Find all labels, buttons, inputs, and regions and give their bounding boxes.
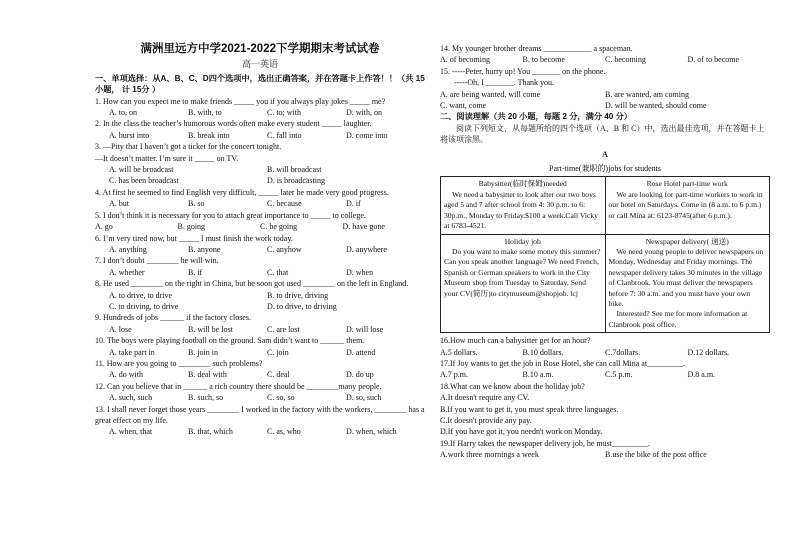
option[interactable]: D. to drive, to driving [267,301,337,311]
section1-heading: 一、单项选择：从A、B、C、D四个选项中，选出正确答案，并在答题卡上作答！！（共 15 小题， 计 15分 ） [95,73,425,95]
option[interactable]: D. so, such [346,393,382,403]
ad-body: We are looking for part-time workers to work in our hotel on Saturdays. Come in (8 a.m. to 6 p.m.) or call Mina at: 6123-8745(after 6 p.m.). [608,189,763,220]
ad-title: Newspaper delivery( 递送) [645,236,729,246]
option[interactable]: B. will be lost [188,324,233,334]
ad-body-2: Interested? See me for more information at Clanbrook post office. [608,309,748,329]
ad-newspaper-delivery [605,234,770,333]
option[interactable]: D. will lose [346,324,384,334]
option[interactable]: B.10 a.m. [522,370,554,380]
option[interactable]: D. when, which [346,427,397,437]
option[interactable]: D. will be wanted, should come [605,101,707,111]
option[interactable]: D. come into [346,130,388,140]
option[interactable]: A. but [109,199,129,209]
exam-subject: 高一英语 [241,59,278,70]
option[interactable]: A. whether [109,267,145,277]
option[interactable]: B. if [188,267,203,277]
section2-heading: 二、阅读理解（共 20 小题，每题 2 分，满分 40 分） [440,112,632,122]
option[interactable]: D.12 dollars. [687,347,730,357]
question-14-options [440,54,770,65]
option[interactable]: D. is broadcasting [267,176,325,186]
question-2-options [95,130,425,141]
option[interactable]: C. anyhow [267,244,302,254]
option[interactable]: D. anywhere [346,244,387,254]
question-15-stem-2: -----Oh, I _______. Thank you. [454,78,555,88]
option[interactable]: B.10 dollars. [522,347,564,357]
option[interactable]: B. join in [188,347,219,357]
option[interactable]: A. are being wanted, will come [440,89,541,99]
option[interactable]: D. do up [346,370,374,380]
question-3-options-row1 [95,164,425,175]
option[interactable]: C.5 p.m. [605,370,633,380]
option[interactable]: C. join [267,347,289,357]
option[interactable]: A. take part in [109,347,155,357]
question-15-options-row1 [440,89,770,100]
question-13-options [95,426,425,437]
question-9-stem: 9. Hundreds of jobs ______ if the factory closes. [95,313,251,323]
question-15-stem: 15. -----Peter, hurry up! You _______ on the phone. [440,66,606,76]
option[interactable]: A. anything [109,244,147,254]
option[interactable]: B. to drive, driving [267,290,329,300]
question-19-options [440,449,770,460]
ad-body: Do you want to make some money this summer? Can you speak another language? We need French, Spanish or German speakers to work in the City Museum shop from Tuesday to Saturday. Send your CV(简历)to citymuseum@shopjob. lcj [444,246,601,298]
option[interactable]: B. break into [188,130,230,140]
option[interactable]: D. when [346,267,374,277]
option[interactable]: C. want, come [440,101,487,111]
ad-holiday-job [441,234,606,333]
question-8-stem: 8. He used ________ on the right in China, but he soon got used ________ on the left in England. [95,279,409,289]
option[interactable]: C. as, who [267,427,301,437]
option[interactable]: A. such, such [109,393,153,403]
option[interactable]: A. will be broadcast [109,165,174,175]
option[interactable]: D. of to become [687,55,740,65]
option[interactable]: A.7 p.m. [440,370,468,380]
question-17-stem: 17.If Joy wants to get the job in Rose Hotel, she can call Mina at_________. [440,358,686,368]
exam-title: 满洲里远方中学2021-2022下学期期末考试试卷 [140,43,380,55]
option[interactable]: D. attend [346,347,376,357]
question-4-stem: 4. At first he seemed to find English very difficult, _____ later he made very good progress. [95,187,389,197]
question-9-options [95,324,425,335]
option[interactable]: A.work three mornings a week [440,450,539,460]
option[interactable]: B.use the bike of the post office [605,450,707,460]
section2-instructions: 阅读下列短文，从每题所给的四个选项（A、B 和 C）中，选出最佳选项，并在答题卡上将该项涂黑。 [440,123,765,145]
question-4-options [95,198,425,209]
ad-body: We need a babysitter to look after our two boys aged 5 and 7 after school from 4: 30 p.m. to 6: 30p.m., Monday to Friday.$100 a week.Call Vicky at 6783-4521. [444,189,598,231]
question-18-stem: 18.What can we know about the holiday job? [440,381,585,391]
option[interactable]: D. if [346,199,361,209]
option[interactable]: B.If you want to get it, you must speak three languages. [440,404,619,414]
option[interactable]: C.7dollars. [605,347,641,357]
question-8-options-row2 [95,301,425,312]
option[interactable]: B. will broadcast [267,165,322,175]
question-6-options [95,244,425,255]
option[interactable]: C. to driving, to drive [109,301,179,311]
option[interactable]: C. has been broadcast [109,176,179,186]
option[interactable]: A.It doesn't require any CV. [440,393,530,403]
option[interactable]: C. because [267,199,302,209]
option[interactable]: C. fall into [267,130,302,140]
question-7-stem: 7. I don’t doubt ________ he will win. [95,256,219,266]
option[interactable]: B. that, which [188,427,233,437]
option[interactable]: D.8 a.m. [687,370,716,380]
question-19-stem: 19.If Harry takes the newspaper delivery job, he must_________. [440,438,650,448]
option[interactable]: C. to; with [267,108,302,118]
question-5-stem: 5. I don’t think it is necessary for you to attach great importance to _____ to college. [95,210,366,220]
question-16-options [440,347,770,358]
question-12-stem: 12. Can you believe that in ______ a rich country there should be ________many people. [95,381,382,391]
option[interactable]: C.It doesn't provide any pay. [440,416,532,425]
left-column [95,44,425,438]
question-2-stem: 2. In the class the teacher’s humorous words often make every student _____ laughter. [95,119,372,129]
question-17-options [440,369,770,380]
passage-letter: A [602,149,608,159]
question-7-options [95,267,425,278]
question-5-options [95,221,425,232]
job-ads-table [440,176,770,333]
option[interactable]: C. are lost [267,324,300,334]
option[interactable]: A. of becoming [440,55,490,65]
option[interactable]: D.If you have got it, you needn't work on Monday. [440,427,603,437]
question-3-stem-2: —It doesn’t matter. I’m sure it _____ on TV. [95,153,239,163]
option[interactable]: A. to drive, to drive [109,290,173,300]
option[interactable]: A. do with [109,370,143,380]
option[interactable]: B. with, to [188,108,222,118]
question-12-options [95,392,425,403]
option[interactable]: C. deal [267,370,290,380]
ad-title: Holiday job [504,236,541,246]
question-10-options [95,347,425,358]
passage-heading: Part-time(兼职的)jobs for students [549,164,661,174]
right-column [440,43,770,461]
option[interactable]: C. becoming [605,55,646,65]
option[interactable]: C. that [267,267,289,277]
option[interactable]: B. to become [522,55,565,65]
ad-title: Babysitter(临时保姆)needed [478,179,567,189]
question-13-stem: 13. I shall never forget those years ________ I worked in the factory with the workers, ________ has a great effect on my life. [95,404,425,425]
question-10-stem: 10. The boys were playing football on the ground. Sam didn’t want to ______ them. [95,336,365,346]
question-15-options-row2 [440,100,770,111]
question-6-stem: 6. I’m very tired now, but _____ I must finish the work today. [95,233,293,243]
ad-rose-hotel [605,177,770,234]
option[interactable]: B. deal with [188,370,227,380]
option[interactable]: A. burst into [109,130,150,140]
question-16-stem: 16.How much can a babysitter get for an hour? [440,336,591,346]
option[interactable]: A. go [95,222,113,232]
question-11-stem: 11. How are you going to ________ such problems? [95,358,263,368]
question-1-options [95,107,425,118]
question-3-options-row2 [95,175,425,186]
option[interactable]: B. are wanted, am coming [605,89,689,99]
option[interactable]: A. lose [109,324,132,334]
option[interactable]: D. with, on [346,108,382,118]
option[interactable]: B. such, so [188,393,224,403]
option[interactable]: C. be going [260,222,298,232]
option[interactable]: B. anyone [188,244,221,254]
ad-body: We need young people to deliver newspapers on Monday, Wednesday and Friday mornings. The newspaper delivery takes 30 minutes in the village of Clanbrook. You must deliver the newspapers before 7: 30 a.m. and you must have your own bike. [608,246,764,308]
option[interactable]: B. so [188,199,205,209]
question-8-options-row1 [95,290,425,301]
ad-babysitter [441,177,606,234]
option[interactable]: D. have gone [342,222,385,232]
question-11-options [95,369,425,380]
option[interactable]: A. to, on [109,108,137,118]
option[interactable]: A. when, that [109,427,153,437]
question-1-stem: 1. How can you expect me to make friends _____ you if you always play jokes _____ me? [95,96,386,106]
option[interactable]: C. so, so [267,393,295,403]
ad-title: Rose Hotel part-time work [646,179,728,189]
option[interactable]: B. going [177,222,206,232]
option[interactable]: A.5 dollars. [440,347,478,357]
question-3-stem: 3. —Pity that I haven’t got a ticket for the concert tonight. [95,142,282,152]
question-14-stem: 14. My younger brother dreams ____________ a spaceman. [440,44,633,53]
